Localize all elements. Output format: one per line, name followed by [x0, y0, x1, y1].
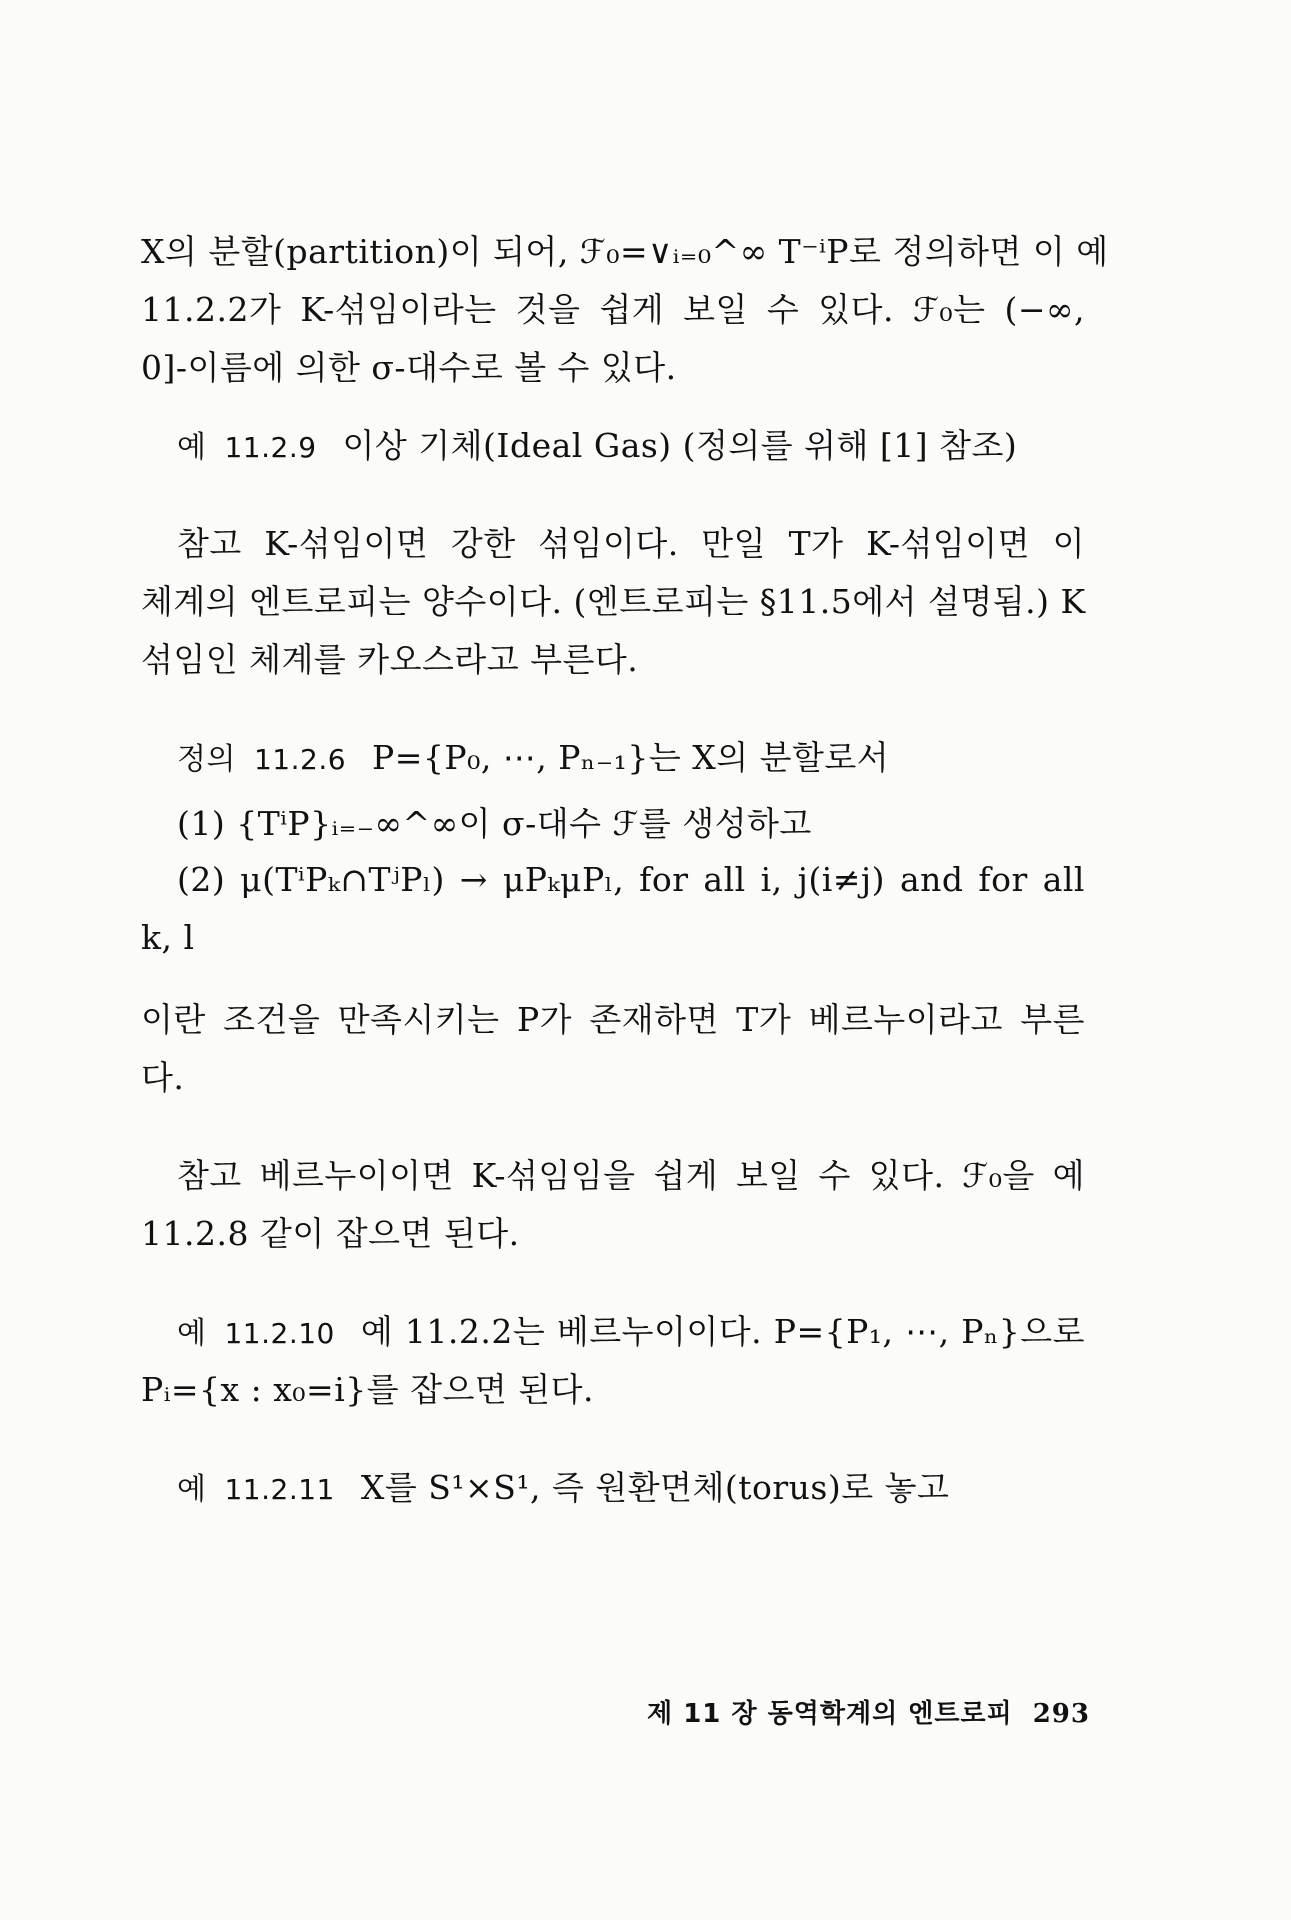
example-label: 예: [177, 1472, 207, 1507]
example-number: 11.2.9: [224, 431, 317, 464]
paragraph-1-line-1: X의 분할(partition)이 되어, ℱ₀=∨ᵢ₌₀^∞ T⁻ⁱP로 정의하면 이 예: [141, 232, 1109, 271]
definition-conclusion-line-2: 다.: [141, 1058, 185, 1097]
example-text: X를 S¹×S¹, 즉 원환면체(torus)로 놓고: [360, 1468, 950, 1507]
running-footer: [620, 1693, 1090, 1730]
example-text: 이상 기체(Ideal Gas) (정의를 위해 [1] 참조): [342, 426, 1018, 465]
example-number: 11.2.11: [224, 1473, 335, 1506]
definition-condition-2: (2) μ(TⁱPₖ∩TʲPₗ) → μPₖμPₗ, for all i, j(i≠j) and for all: [177, 860, 1085, 899]
paragraph-1-line-3: 0]-이름에 의한 σ-대수로 볼 수 있다.: [141, 348, 677, 387]
definition-condition-1: (1) {TⁱP}ᵢ₌₋∞^∞이 σ-대수 ℱ를 생성하고: [177, 804, 812, 843]
example-11-2-10-line-1: [177, 1312, 1085, 1354]
definition-number: 11.2.6: [253, 743, 347, 776]
definition-label: 정의: [177, 742, 236, 777]
definition-conclusion-line-1: 이란 조건을 만족시키는 P가 존재하면 T가 베르누이라고 부른: [141, 1000, 1085, 1039]
remark-1-line-1: 참고 K-섞임이면 강한 섞임이다. 만일 T가 K-섞임이면 이: [177, 524, 1085, 563]
example-text: 예 11.2.2는 베르누이이다. P={P₁, ⋯, Pₙ}으로: [360, 1312, 1085, 1351]
definition-text: P={P₀, ⋯, Pₙ₋₁}는 X의 분할로서: [372, 738, 890, 777]
example-number: 11.2.10: [224, 1317, 335, 1350]
remark-1-line-3: 섞임인 체계를 카오스라고 부른다.: [141, 640, 639, 679]
page-number: 293: [1032, 1699, 1090, 1729]
remark-1-line-2: 체계의 엔트로피는 양수이다. (엔트로피는 §11.5에서 설명됨.) K: [141, 582, 1086, 621]
definition-condition-2-cont: k, l: [141, 918, 195, 957]
definition-11-2-6: [177, 738, 1085, 780]
example-label: 예: [177, 1316, 207, 1351]
remark-2-line-2: 11.2.8 같이 잡으면 된다.: [141, 1214, 520, 1253]
example-11-2-10-line-2: Pᵢ={x : x₀=i}를 잡으면 된다.: [141, 1370, 594, 1409]
remark-2-line-1: 참고 베르누이이면 K-섞임임을 쉽게 보일 수 있다. ℱ₀을 예: [177, 1156, 1085, 1195]
example-11-2-11: [177, 1468, 1085, 1510]
example-11-2-9: [177, 426, 1085, 468]
example-label: 예: [177, 430, 207, 465]
chapter-title: 제 11 장 동역학계의 엔트로피: [647, 1699, 1013, 1729]
paragraph-1-line-2: 11.2.2가 K-섞임이라는 것을 쉽게 보일 수 있다. ℱ₀는 (−∞,: [141, 290, 1085, 329]
